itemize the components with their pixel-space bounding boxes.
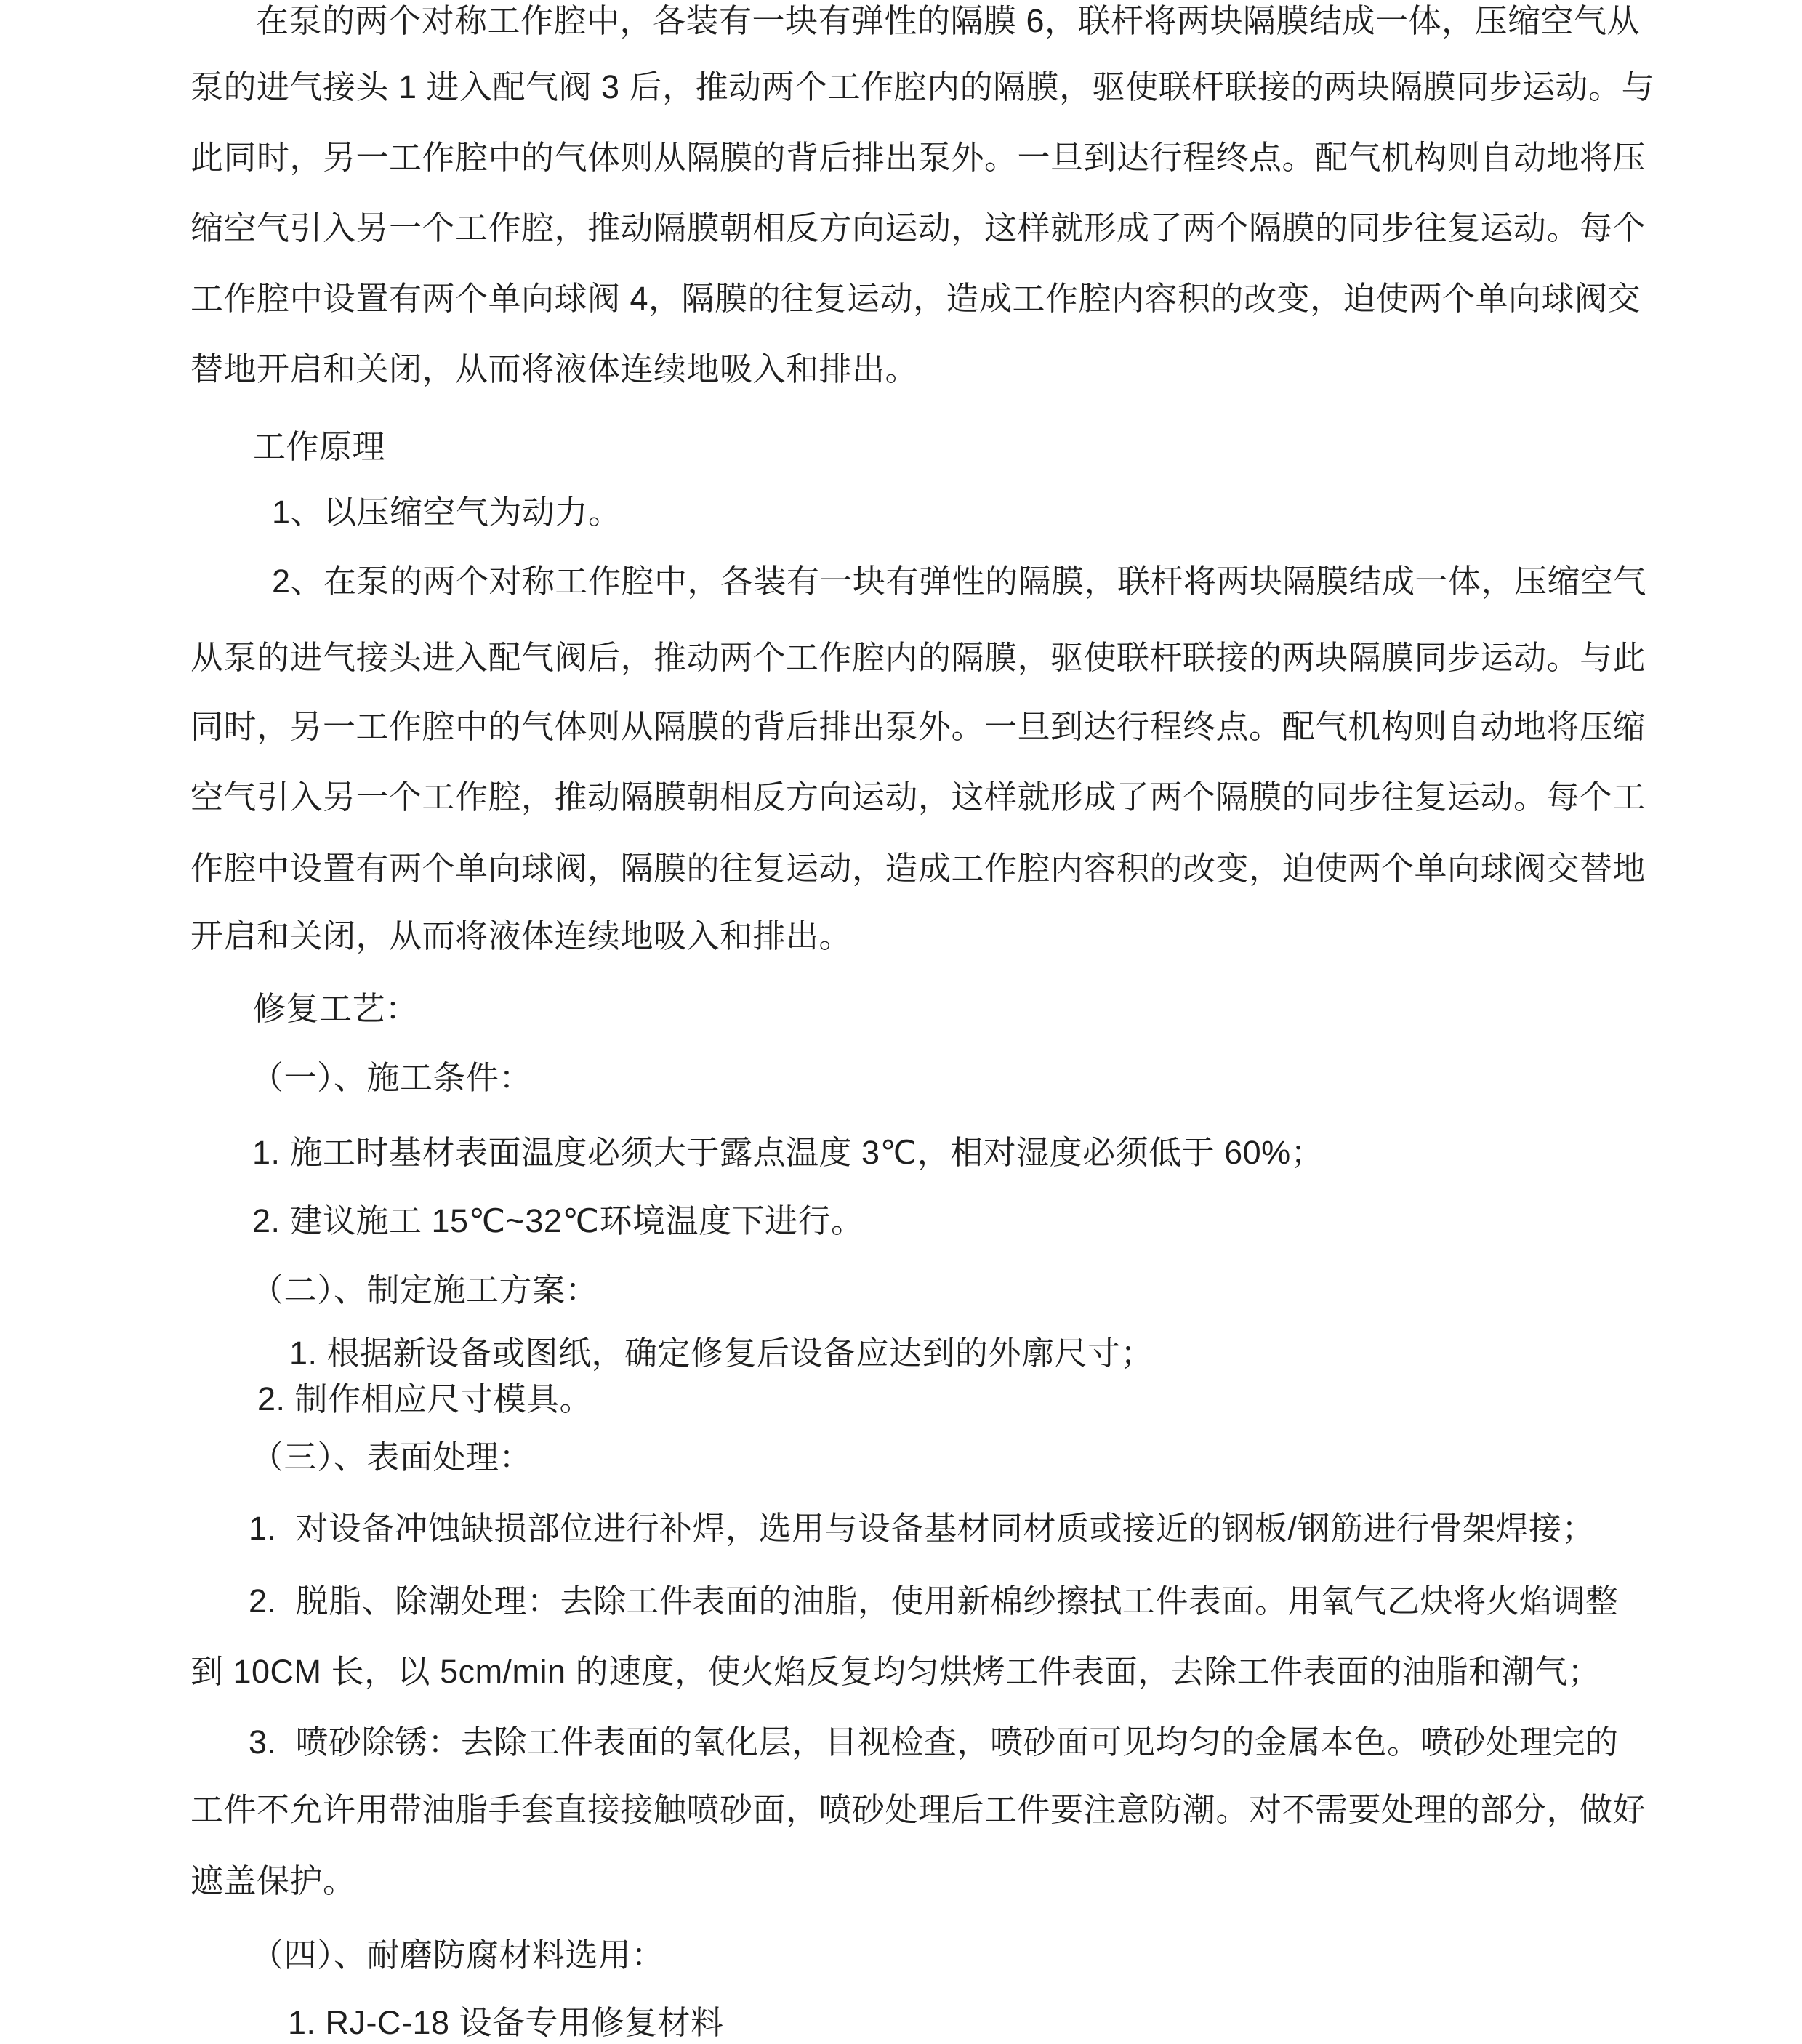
intro-line: 在泵的两个对称工作腔中，各装有一块有弹性的隔膜 6，联杆将两块隔膜结成一体，压缩空气从: [256, 2, 1641, 39]
surface-treatment-item-3-line: 工件不允许用带油脂手套直接接触喷砂面，喷砂处理后工件要注意防潮。对不需要处理的部分，做好: [190, 1791, 1646, 1828]
intro-line: 泵的进气接头 1 进入配气阀 3 后，推动两个工作腔内的隔膜，驱使联杆联接的两块隔膜同步运动。与: [190, 68, 1655, 105]
principle-item-1: 1、以压缩空气为动力。: [272, 494, 622, 531]
intro-line: 替地开启和关闭，从而将液体连续地吸入和排出。: [190, 350, 919, 387]
principle-item-2-line: 开启和关闭，从而将液体连续地吸入和排出。: [190, 917, 853, 954]
surface-treatment-item-1: 1. 对设备冲蚀缺损部位进行补焊，选用与设备基材同材质或接近的钢板/钢筋进行骨架焊接；: [249, 1510, 1596, 1547]
surface-treatment-item-2-line: 到 10CM 长，以 5cm/min 的速度，使火焰反复均匀烘烤工件表面，去除工件表面的油脂和潮气；: [190, 1653, 1601, 1690]
heading-construction-plan: （二）、制定施工方案：: [251, 1271, 599, 1308]
construction-condition-item: 1. 施工时基材表面温度必须大于露点温度 3℃，相对湿度必须低于 60%；: [252, 1134, 1324, 1171]
surface-treatment-item-3-line: 遮盖保护。: [190, 1862, 356, 1899]
surface-treatment-item-3-line: 3. 喷砂除锈：去除工件表面的氧化层，目视检查，喷砂面可见均匀的金属本色。喷砂处理完的: [249, 1723, 1619, 1761]
construction-condition-item: 2. 建议施工 15℃~32℃环境温度下进行。: [252, 1202, 864, 1239]
intro-line: 工作腔中设置有两个单向球阀 4，隔膜的往复运动，造成工作腔内容积的改变，迫使两个单向球阀交: [190, 280, 1641, 317]
principle-item-2-line: 作腔中设置有两个单向球阀，隔膜的往复运动，造成工作腔内容积的改变，迫使两个单向球阀交替地: [190, 850, 1646, 887]
heading-working-principle: 工作原理: [253, 428, 386, 465]
principle-item-2-line: 同时，另一工作腔中的气体则从隔膜的背后排出泵外。一旦到达行程终点。配气机构则自动地将压缩: [190, 708, 1646, 745]
surface-treatment-item-2-line: 2. 脱脂、除潮处理：去除工件表面的油脂，使用新棉纱擦拭工件表面。用氧气乙炔将火焰调整: [249, 1582, 1619, 1619]
principle-item-2-line: 2、在泵的两个对称工作腔中，各装有一块有弹性的隔膜，联杆将两块隔膜结成一体，压缩空气: [272, 563, 1647, 600]
material-selection-item-1: 1. RJ-C-18 设备专用修复材料: [288, 2004, 724, 2041]
heading-surface-treatment: （三）、表面处理：: [251, 1439, 533, 1476]
principle-item-2-line: 空气引入另一个工作腔，推动隔膜朝相反方向运动，这样就形成了两个隔膜的同步往复运动。每个工: [190, 778, 1646, 816]
heading-material-selection: （四）、耐磨防腐材料选用：: [251, 1936, 665, 1973]
construction-plan-item: 1. 根据新设备或图纸，确定修复后设备应达到的外廓尺寸；: [289, 1335, 1154, 1372]
heading-construction-conditions: （一）、施工条件：: [251, 1059, 533, 1096]
heading-repair-process: 修复工艺：: [253, 990, 419, 1027]
principle-item-2-line: 从泵的进气接头进入配气阀后，推动两个工作腔内的隔膜，驱使联杆联接的两块隔膜同步运动。与此: [190, 639, 1646, 676]
intro-line: 缩空气引入另一个工作腔，推动隔膜朝相反方向运动，这样就形成了两个隔膜的同步往复运动。每个: [190, 209, 1646, 246]
intro-line: 此同时，另一工作腔中的气体则从隔膜的背后排出泵外。一旦到达行程终点。配气机构则自动地将压: [190, 139, 1646, 176]
construction-plan-item: 2. 制作相应尺寸模具。: [257, 1380, 593, 1417]
